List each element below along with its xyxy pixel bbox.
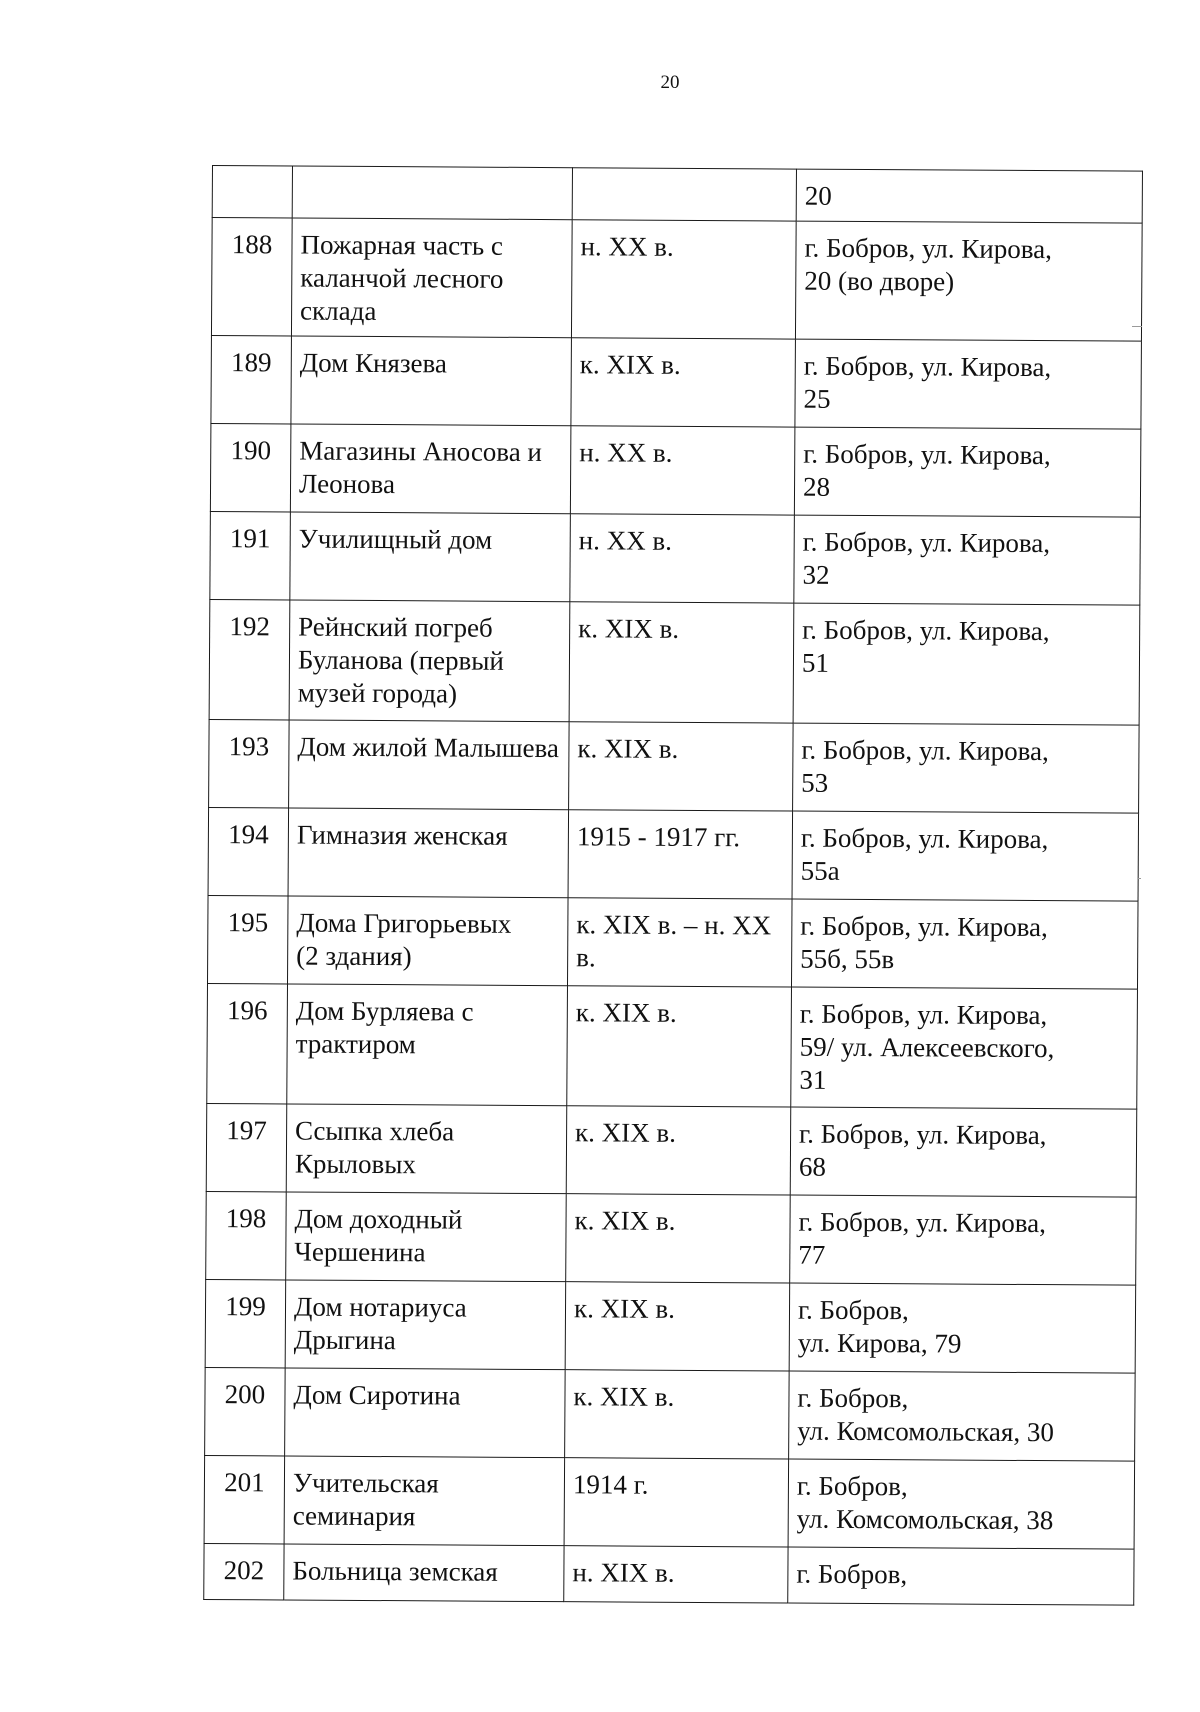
dating-cell: к. XIX в. bbox=[565, 1370, 790, 1459]
header-cell-address: 20 bbox=[796, 169, 1142, 223]
object-name-cell: Учительская семинария bbox=[284, 1456, 565, 1546]
page-number: 20 bbox=[660, 72, 680, 93]
row-number-cell: 200 bbox=[205, 1367, 286, 1455]
object-name-cell: Дома Григорьевых (2 здания) bbox=[287, 896, 568, 986]
table-row bbox=[204, 1455, 1135, 1549]
address-cell: г. Бобров, ул. Кирова, 59/ ул. Алексеевского, 31 bbox=[791, 987, 1138, 1109]
address-cell: г. Бобров, ул. Кирова, 79 bbox=[789, 1283, 1136, 1373]
address-cell: г. Бобров, ул. Кирова, 68 bbox=[790, 1107, 1137, 1197]
address-cell: г. Бобров, ул. Комсомольская, 30 bbox=[789, 1371, 1136, 1461]
dating-cell: к. XIX в. bbox=[565, 1282, 790, 1371]
dating-cell: к. XIX в. bbox=[571, 338, 796, 427]
dating-cell: н. XIX в. bbox=[564, 1546, 788, 1603]
object-name-cell: Гимназия женская bbox=[288, 808, 569, 898]
address-cell: г. Бобров, ул. Кирова, 25 bbox=[795, 339, 1142, 429]
row-number-cell: 198 bbox=[206, 1191, 287, 1279]
heritage-register-table bbox=[203, 165, 1143, 1606]
table-row bbox=[211, 218, 1142, 342]
table-row bbox=[211, 335, 1142, 429]
row-number-cell: 191 bbox=[210, 511, 291, 599]
row-number-cell: 189 bbox=[211, 335, 292, 423]
address-cell: г. Бобров, bbox=[788, 1547, 1134, 1605]
dating-cell: к. XIX в. bbox=[569, 602, 794, 723]
dating-cell: н. XX в. bbox=[570, 426, 795, 515]
address-cell: г. Бобров, ул. Кирова, 77 bbox=[790, 1195, 1137, 1285]
object-name-cell: Дом жилой Малышева bbox=[289, 720, 570, 810]
object-name-cell: Училищный дом bbox=[290, 512, 571, 602]
row-number-cell: 196 bbox=[207, 983, 288, 1103]
object-name-cell: Магазины Аносова и Леонова bbox=[290, 424, 571, 514]
table-row bbox=[209, 719, 1140, 813]
object-name-cell: Рейнский погреб Буланова (первый музей города) bbox=[289, 600, 570, 722]
row-number-cell: 190 bbox=[210, 423, 291, 511]
row-number-cell: 202 bbox=[204, 1543, 284, 1599]
address-cell: г. Бобров, ул. Кирова, 51 bbox=[793, 603, 1140, 725]
dating-cell: к. XIX в. bbox=[566, 1106, 791, 1195]
row-number-cell: 193 bbox=[209, 719, 290, 807]
table-row bbox=[208, 895, 1139, 989]
row-number-cell: 188 bbox=[211, 218, 292, 336]
dating-cell: н. XX в. bbox=[570, 514, 795, 603]
row-number-cell: 199 bbox=[205, 1279, 286, 1367]
row-number-cell: 201 bbox=[204, 1455, 285, 1543]
scan-mark bbox=[1132, 326, 1142, 327]
row-number-cell: 192 bbox=[209, 599, 290, 719]
table-header-row bbox=[212, 166, 1142, 224]
table-row bbox=[210, 511, 1141, 605]
dating-cell: н. XX в. bbox=[571, 220, 796, 339]
table-row bbox=[208, 807, 1139, 901]
object-name-cell: Дом Бурляева с трактиром bbox=[287, 984, 568, 1106]
dating-cell: к. XIX в. – н. XX в. bbox=[567, 898, 792, 987]
dating-cell: 1914 г. bbox=[564, 1458, 789, 1547]
object-name-cell: Пожарная часть с каланчой лесного склада bbox=[291, 218, 572, 338]
header-cell-name bbox=[292, 166, 572, 220]
header-cell-date bbox=[572, 168, 796, 221]
address-cell: г. Бобров, ул. Кирова, 32 bbox=[794, 515, 1141, 605]
object-name-cell: Больница земская bbox=[284, 1544, 564, 1602]
address-cell: г. Бобров, ул. Кирова, 20 (во дворе) bbox=[795, 221, 1142, 341]
object-name-cell: Дом доходный Чершенина bbox=[286, 1192, 567, 1282]
header-cell-num bbox=[212, 166, 292, 218]
dating-cell: к. XIX в. bbox=[569, 722, 794, 811]
address-cell: г. Бобров, ул. Кирова, 28 bbox=[794, 427, 1141, 517]
address-cell: г. Бобров, ул. Кирова, 53 bbox=[793, 723, 1140, 813]
scan-mark bbox=[1138, 878, 1141, 879]
address-cell: г. Бобров, ул. Комсомольская, 38 bbox=[788, 1459, 1135, 1549]
table-row bbox=[210, 423, 1141, 517]
row-number-cell: 195 bbox=[208, 895, 289, 983]
object-name-cell: Дом Сиротина bbox=[285, 1368, 566, 1458]
table-row bbox=[205, 1279, 1136, 1373]
object-name-cell: Дом нотариуса Дрыгина bbox=[285, 1280, 566, 1370]
table-row bbox=[204, 1543, 1134, 1605]
address-cell: г. Бобров, ул. Кирова, 55б, 55в bbox=[791, 899, 1138, 989]
object-name-cell: Дом Князева bbox=[291, 336, 572, 426]
table-row bbox=[206, 1191, 1137, 1285]
row-number-cell: 194 bbox=[208, 807, 289, 895]
table-row bbox=[205, 1367, 1136, 1461]
address-cell: г. Бобров, ул. Кирова, 55а bbox=[792, 811, 1139, 901]
dating-cell: к. XIX в. bbox=[566, 1194, 791, 1283]
object-name-cell: Ссыпка хлеба Крыловых bbox=[286, 1104, 567, 1194]
dating-cell: к. XIX в. bbox=[567, 986, 792, 1107]
table-row bbox=[209, 599, 1140, 725]
row-number-cell: 197 bbox=[206, 1103, 287, 1191]
dating-cell: 1915 - 1917 гг. bbox=[568, 810, 793, 899]
table-row bbox=[207, 983, 1138, 1109]
table-row bbox=[206, 1103, 1137, 1197]
